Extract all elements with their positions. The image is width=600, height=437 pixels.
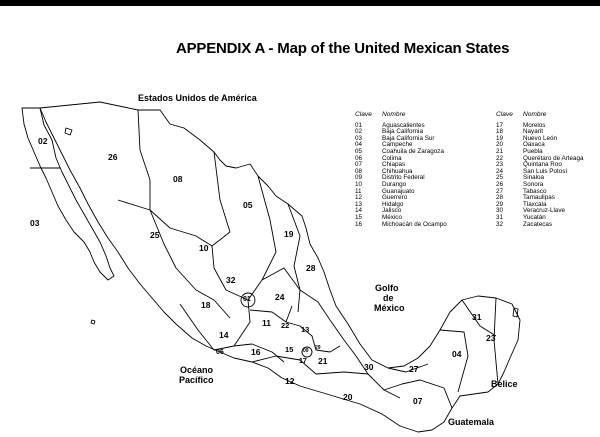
- legend-name-header: Nombre: [523, 111, 547, 118]
- legend-row: 13 Hidalgo: [355, 200, 404, 208]
- legend-row: 22 Querétaro de Arteaga: [496, 154, 584, 162]
- legend-row: 12 Guerrero: [355, 194, 408, 202]
- pacific-label-2: Pacífico: [179, 375, 214, 385]
- state-label: 18: [201, 300, 211, 310]
- border-jalisco: [180, 300, 250, 350]
- legend-row: 10 Durango: [355, 180, 407, 188]
- border-guanajuato: [250, 306, 292, 322]
- legend-code-header: Clave: [355, 111, 372, 118]
- border-coahuila-nl: [258, 176, 276, 252]
- border-zacatecas: [212, 246, 276, 300]
- state-label: 04: [452, 349, 462, 359]
- legend-row: 26 Sonora: [496, 180, 544, 188]
- legend-row: 11 Guanajuato: [355, 187, 415, 195]
- gulf-label-3: México: [374, 303, 405, 313]
- legend-row: 24 San Luis Potosí: [496, 167, 568, 175]
- state-label: 12: [285, 376, 295, 386]
- legend-row: 07 Chiapas: [355, 161, 406, 169]
- legend-row: 25 Sinaloa: [496, 174, 545, 182]
- border-sonora-chihuahua: [138, 110, 150, 210]
- state-label: 26: [108, 152, 118, 162]
- legend-row: 03 Baja California Sur: [355, 134, 435, 142]
- legend-row: 18 Nayarit: [496, 128, 543, 136]
- legend-row: 17 Morelos: [496, 121, 546, 129]
- border-center: [286, 322, 340, 352]
- state-label: 23: [486, 333, 496, 343]
- island-3: [513, 308, 518, 317]
- state-label: 14: [219, 330, 229, 340]
- border-chihuahua-coahuila: [214, 152, 230, 232]
- legend-row: 02 Baja California: [355, 128, 423, 136]
- state-label: 31: [472, 312, 482, 322]
- legend-row: 27 Tabasco: [496, 187, 547, 195]
- state-label: 05: [243, 200, 253, 210]
- border-campeche: [440, 330, 468, 392]
- legend-row: 32 Zacatecas: [496, 220, 553, 228]
- legend-row: 16 Michoacán de Ocampo: [355, 220, 447, 228]
- belize-label: Belice: [491, 379, 518, 389]
- state-label: 28: [306, 263, 316, 273]
- island-2: [91, 320, 95, 324]
- state-label: 27: [409, 364, 419, 374]
- state-label: 21: [318, 356, 328, 366]
- border-oaxaca: [316, 372, 400, 398]
- state-label: 30: [364, 362, 374, 372]
- legend-row: 09 Distrito Federal: [355, 174, 425, 182]
- state-label: 10: [199, 243, 209, 253]
- legend-code-header: Clave: [496, 111, 513, 118]
- legend-row: 15 México: [355, 213, 402, 221]
- border-tabasco: [388, 364, 428, 372]
- legend-row: 28 Tamaulipas: [496, 194, 555, 202]
- state-label: 24: [275, 292, 285, 302]
- border-slp: [262, 268, 300, 312]
- state-label: 01: [243, 296, 251, 303]
- island-1: [65, 128, 72, 135]
- state-label: 02: [38, 136, 48, 146]
- legend-row: 23 Quintana Roo: [496, 161, 562, 169]
- legend-row: 06 Colima: [355, 154, 402, 162]
- legend-row: 08 Chihuahua: [355, 167, 413, 175]
- usa-label: Estados Unidos de América: [138, 93, 257, 103]
- gulf-label-2: de: [383, 293, 394, 303]
- state-label: 29: [315, 345, 321, 351]
- legend-row: 20 Oaxaca: [496, 141, 545, 149]
- state-label: 09: [303, 348, 309, 354]
- state-label: 08: [173, 174, 183, 184]
- state-label: 13: [301, 325, 310, 334]
- legend-row: 01 Aguascalientes: [355, 121, 425, 129]
- border-durango: [150, 210, 230, 246]
- state-label: 17: [299, 358, 307, 365]
- legend-left-header: [355, 112, 447, 119]
- border-nl-tamaulipas: [288, 204, 300, 290]
- state-label: 19: [284, 229, 294, 239]
- legend-row: 04 Campeche: [355, 141, 413, 149]
- page-title: APPENDIX A - Map of the United Mexican States: [176, 40, 510, 57]
- state-label: 20: [343, 392, 353, 402]
- legend-row: 21 Puebla: [496, 147, 543, 155]
- legend-row: 31 Yucatán: [496, 213, 546, 221]
- legend-row: 14 Jalisco: [355, 207, 402, 215]
- state-label: 16: [251, 347, 261, 357]
- guatemala-label: Guatemala: [448, 417, 495, 427]
- state-label: 03: [30, 218, 40, 228]
- legend-row: 19 Nuevo León: [496, 134, 557, 142]
- state-label: 15: [285, 345, 294, 354]
- state-label: 22: [281, 321, 290, 330]
- legend-row: 05 Coahuila de Zaragoza: [355, 147, 444, 155]
- legend-left: [355, 112, 447, 228]
- legend-name-header: Nombre: [382, 111, 406, 118]
- state-label: 25: [150, 230, 160, 240]
- state-label: 32: [226, 275, 236, 285]
- legend-right: [496, 112, 584, 228]
- legend-right-header: [496, 112, 584, 119]
- border-sinaloa: [118, 200, 176, 268]
- gulf-label-1: Golfo: [375, 283, 399, 293]
- legend-row: 29 Tlaxcala: [496, 200, 547, 208]
- pacific-label-1: Océano: [180, 365, 214, 375]
- border-veracruz: [300, 290, 368, 374]
- state-label: 07: [413, 396, 423, 406]
- state-label: 06: [216, 349, 224, 356]
- state-label: 11: [262, 318, 271, 328]
- legend-row: 30 Veracruz-Llave: [496, 207, 565, 215]
